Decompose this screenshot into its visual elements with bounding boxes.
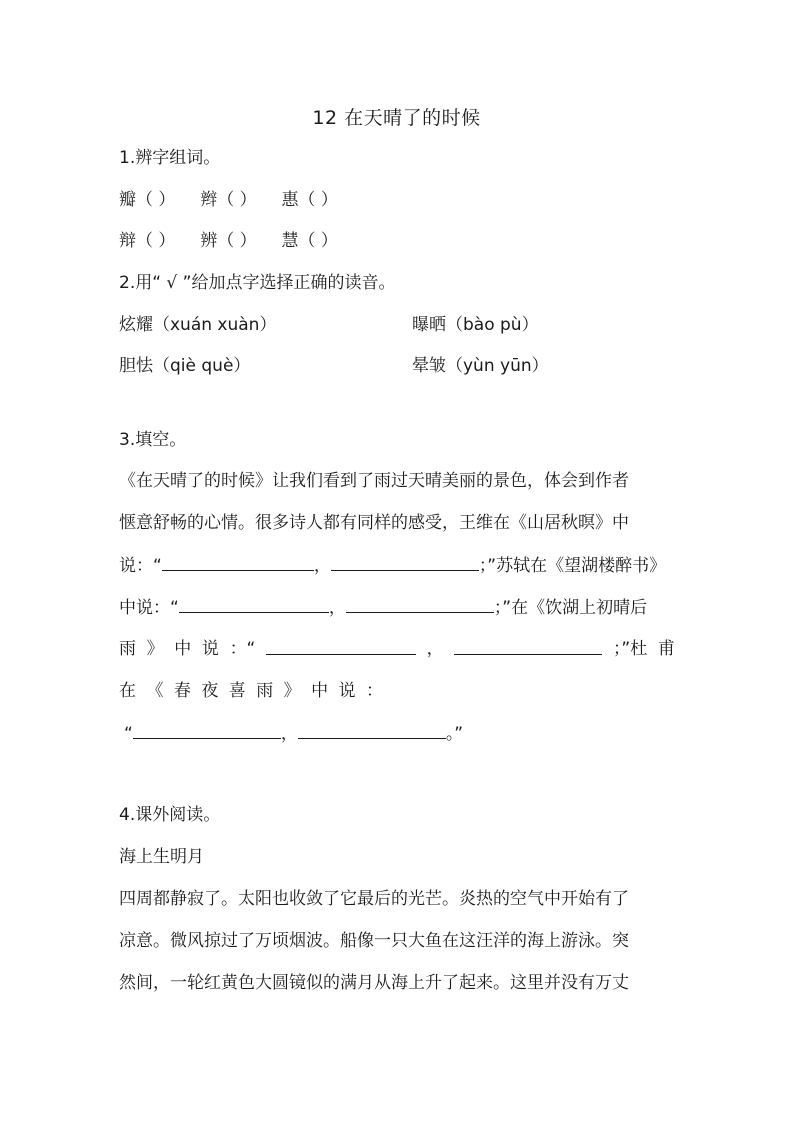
q3-text: 甫 <box>657 639 675 659</box>
q3-text: “ <box>124 724 133 744</box>
q3-text: 惬意舒畅的心情。很多诗人都有同样的感受，王维在《山居秋暝》中 <box>119 513 629 533</box>
q1-item: 辩（ ） <box>119 231 176 251</box>
q3-text: 说：“ <box>119 556 162 576</box>
q1-item: 瓣（ ） <box>119 190 176 210</box>
q3-text: 说 <box>201 639 219 659</box>
q1-heading: 1.辨字组词。 <box>119 148 221 168</box>
fill-blank[interactable] <box>266 637 416 655</box>
page-title: 12 在天晴了的时候 <box>312 107 481 129</box>
q1-item: 惠（ ） <box>281 190 338 210</box>
q3-text: ， <box>328 598 346 618</box>
q3-text: 》 <box>283 681 301 701</box>
q3-text: ；”苏轼在《望湖楼醉书》 <box>478 556 667 576</box>
q3-text: ；”在《饮湖上初晴后 <box>493 598 648 618</box>
q3-text: 《 <box>146 681 164 701</box>
q3-text: ：“ <box>229 639 256 659</box>
q3-text: 喜 <box>228 681 246 701</box>
fill-blank[interactable] <box>454 637 602 655</box>
q3-text: 雨 <box>119 639 136 659</box>
q1-item: 辨（ ） <box>200 231 257 251</box>
q3-text: 春 <box>173 681 191 701</box>
q3-paragraph-line <box>119 595 675 620</box>
q3-text: ， <box>313 556 331 576</box>
q3-text: ， <box>426 639 444 659</box>
q3-text: ， <box>280 724 298 744</box>
q1-row-2 <box>119 229 338 253</box>
passage-line: 然间，一轮红黄色大圆镜似的满月从海上升了起来。这里并没有万丈 <box>119 973 629 993</box>
q3-text: 夜 <box>201 681 219 701</box>
q3-text: ；”杜 <box>612 639 648 659</box>
q3-paragraph-line <box>124 721 463 746</box>
q2-item: 胆怯（qiè què） <box>119 356 251 376</box>
q3-text: 雨 <box>256 681 274 701</box>
passage-title: 海上生明月 <box>119 847 204 867</box>
q3-text: 说 <box>338 681 356 701</box>
q3-text: 在 <box>119 681 136 701</box>
q3-text: ： <box>365 681 383 701</box>
fill-blank[interactable] <box>133 721 281 739</box>
fill-blank[interactable] <box>298 721 446 739</box>
q3-text: 《在天晴了的时候》让我们看到了雨过天晴美丽的景色，体会到作者 <box>119 471 629 491</box>
passage-line: 凉意。微风掠过了万顷烟波。船像一只大鱼在这汪洋的海上游泳。突 <box>119 931 629 951</box>
q3-text: 。” <box>445 724 464 744</box>
q3-paragraph-line <box>119 553 675 578</box>
q3-paragraph-line <box>119 679 383 703</box>
q2-item: 晕皱（yùn yūn） <box>412 356 549 376</box>
q2-item: 曝晒（bào pù） <box>412 315 539 335</box>
q3-text: 中 <box>311 681 329 701</box>
fill-blank[interactable] <box>346 595 494 613</box>
q1-item: 辫（ ） <box>200 190 257 210</box>
q2-heading: 2.用“ √ ”给加点字选择正确的读音。 <box>119 273 396 293</box>
q1-item: 慧（ ） <box>281 231 338 251</box>
fill-blank[interactable] <box>331 553 479 571</box>
q3-text: 中 <box>174 639 192 659</box>
q3-text: 》 <box>146 639 164 659</box>
q1-row-1 <box>119 188 338 212</box>
passage-line: 四周都静寂了。太阳也收敛了它最后的光芒。炎热的空气中开始有了 <box>119 889 629 909</box>
q3-paragraph-line <box>119 511 675 535</box>
q3-paragraph-line <box>119 469 675 493</box>
fill-blank[interactable] <box>179 595 329 613</box>
fill-blank[interactable] <box>162 553 314 571</box>
q2-item: 炫耀（xuán xuàn） <box>119 315 277 335</box>
q3-heading: 3.填空。 <box>119 430 187 450</box>
q4-heading: 4.课外阅读。 <box>119 805 221 825</box>
q3-paragraph-line <box>119 637 675 661</box>
q3-text: 中说：“ <box>119 598 179 618</box>
